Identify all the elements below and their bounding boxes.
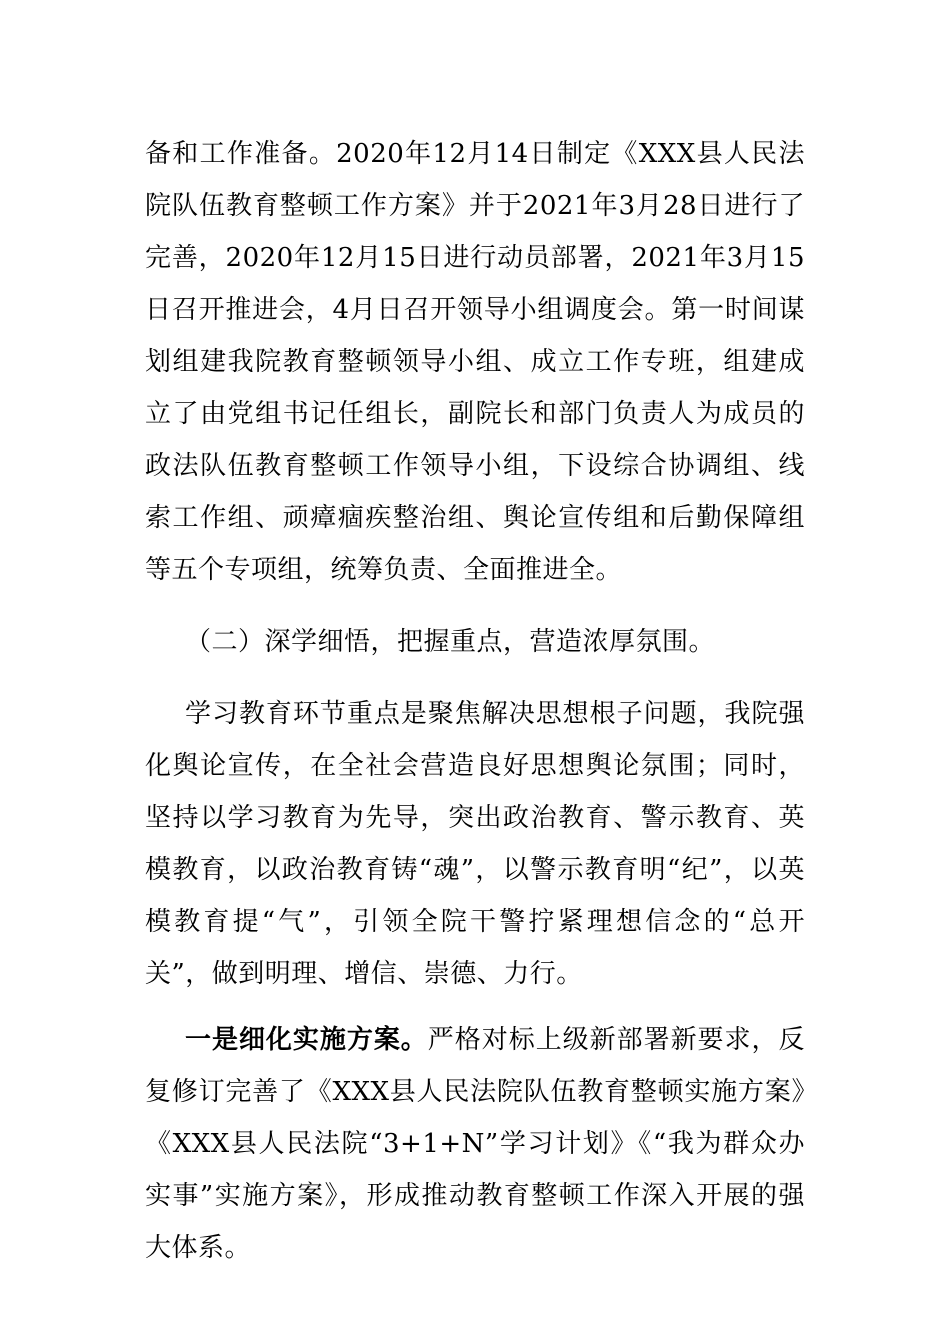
paragraph-gap xyxy=(145,674,805,688)
document-body xyxy=(145,128,805,1274)
paragraph-body-text: 严格对标上级新部署新要求，反复修订完善了《XXX县人民法院队伍教育整顿实施方案》《XXX县人民法院“3+1+N”学习计划》《“我为群众办实事”实施方案》，形成推动教育整顿工作深入开展的强大体系。 xyxy=(145,1025,805,1263)
paragraph-lead-bold: 一是细化实施方案。 xyxy=(185,1025,428,1055)
paragraph-gap xyxy=(145,596,805,610)
paragraph-work-preparation: 备和工作准备。2020年12月14日制定《XXX县人民法院队伍教育整顿工作方案》并于2021年3月28日进行了完善，2020年12月15日进行动员部署，2021年3月15日召开推进会，4月日召开领导小组调度会。第一时间谋划组建我院教育整顿领导小组、成立工作专班，组建成立了由党组书记任组长，副院长和部门负责人为成员的政法队伍教育整顿工作领导小组，下设综合协调组、线索工作组、顽瘴痼疾整治组、舆论宣传组和后勤保障组等五个专项组，统筹负责、全面推进全。 xyxy=(145,139,805,585)
section-heading-2: （二）深学细悟，把握重点，营造浓厚氛围。 xyxy=(185,627,716,657)
paragraph-implementation-plan xyxy=(145,1014,805,1274)
paragraph-study-education: 学习教育环节重点是聚焦解决思想根子问题，我院强化舆论宣传，在全社会营造良好思想舆论氛围；同时，坚持以学习教育为先导，突出政治教育、警示教育、英模教育，以政治教育铸“魂”，以警示教育明“纪”，以英模教育提“气”，引领全院干警拧紧理想信念的“总开关”，做到明理、增信、崇德、力行。 xyxy=(145,699,805,989)
paragraph-gap xyxy=(145,1000,805,1014)
